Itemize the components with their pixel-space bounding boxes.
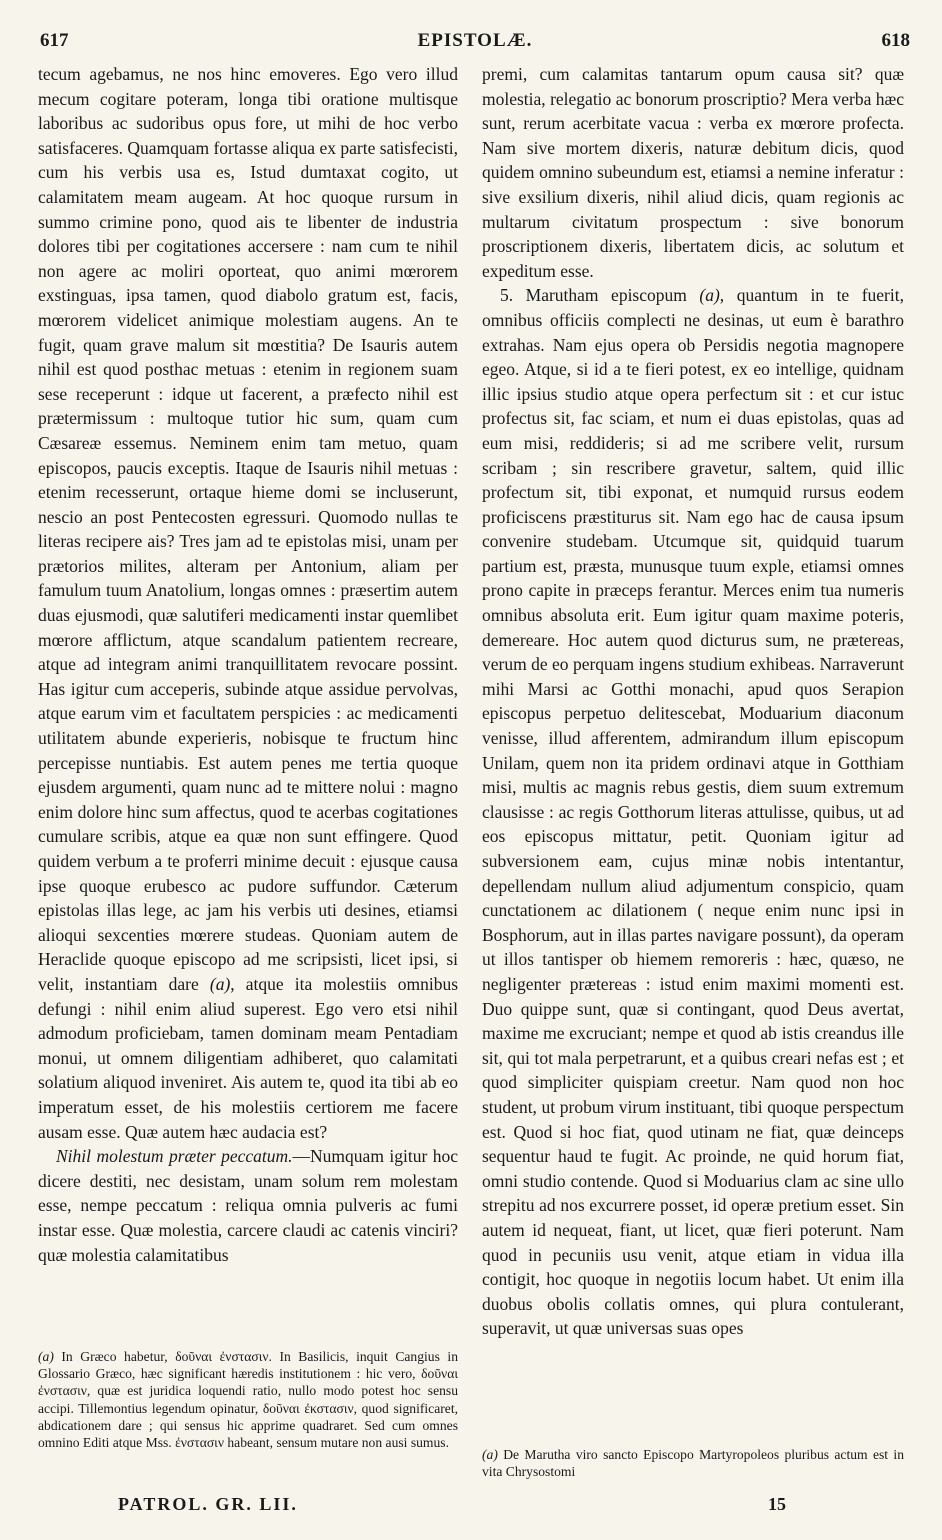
left-column — [38, 62, 458, 1267]
footnote-marker: (a) — [38, 1349, 54, 1364]
running-title: EPISTOLÆ. — [417, 30, 533, 51]
right-paragraph-2-text: , quantum in te fuerit, omnibus officiis complecti ne desinas, ut eum è barathro extrahas. Nam ejus opera ob Persidis negotia magnopere egeo. Atque, si id a te fieri potest, ex eo intellige, quidnam illic ipsius studio atque opera perfectum sit : et cur istuc profectus sit, fac sciam, et num ei duas epistolas, quas ad eum misi, reddideris; si ad me scribere velit, rursum scribam ; sin rescribere gravetur, saltem, quid illic profectum sit, tibi exponat, et numquid rursus eodem proficiscens præstiturus sit. Nam ego hac de causa ipsum convenire studebam. Utcumque sit, quidquid tuarum partium est, præsta, munusque tuum exple, etiamsi omnes prono capite in præceps ferantur. Merces enim tua numeris omnibus absoluta erit. Eum igitur quam maxime poteris, demereare. Hoc autem quod dicturus sum, ne prætereas, verum de eo perquam ingens studium exhibeas. Narraverunt mihi Marsi ac Gotthi monachi, apud quos Serapion episcopus perpetuo delitescebat, Moduarium diaconum venisse, illud afferentem, admirandum illum episcopum Unilam, quem non ita pridem ordinavi atque in Gotthiam misi, multis ac magnis rebus gestis, diem suum extremum clausisse : ac regis Gotthorum literas attulisse, quibus, ut ad eos episcopus mittatur, petit. Quoniam igitur ad subversionem eam, cujus minæ nobis intentantur, depellendam nullum aliud adjumentum conspicio, quam cunctationem ac dilationem ( neque enim nunc ipsi in Bosphorum, aut in illas partes navigare possunt), da operam ut illos tantisper ob hiemem remoreris : hæc, quæso, ne negligenter prætereas : istud enim maximi momenti est. Duo quippe sunt, quæ si contingant, quod Deus avertat, maxime me excruciant; nempe et quod ab istis creandus ille sit, qui tot mala perpetrarunt, et a quibus creari nefas est ; et quod simpliciter quispiam creetur. Nam quod non hoc student, ut probum virum instituant, tibi quoque perspectum est. Quod si hoc fiat, quod utinam ne fiat, quæ deinceps sequentur haud te fugit. Ac proinde, ne quid horum fiat, omni studio contende. Quod si Moduarius clam ac sine ullo strepitu ad nos excurrere posset, id operæ pretium esset. Sin autem id nequeat, fiant, ut licet, quæ fieri poterunt. Nam quod in pecuniis usu venit, atque etiam in vidua illa contigit, hoc quoque in negotiis locum habet. Ut enim illa duobus obolis collatis omnes, qui plura contulerant, superavit, ut quæ universas suas opes — [482, 285, 904, 1339]
left-paragraph-text: tecum agebamus, ne nos hinc emoveres. Ego vero illud mecum cogitare poteram, longa tibi oratione multisque laboribus ac sudoribus opus fore, ut mihi de hoc verbo satisfaceres. Quamquam fortasse aliqua ex parte satisfecisti, cum his verbis usa es, Istud dumtaxat cogito, ut calamitatem meam augeam. At hoc quoque rursum in summo crimine pono, quod ais te libenter de industria dolores tibi per cogitationes accersere : nam cum te nihil non agere ac moliri oporteat, quo animi mœrorem exstinguas, ipsa tamen, quod diabolo gratum est, facis, mœrorem videlicet animique molestiam augens. An te fugit, quam grave malum sit mœstitia? De Isauris autem nihil est quod posthac metuas : etenim in regionem suam sese receperunt : idque ut facerent, a præfecto nihil est prætermissum : multoque tutior hic sum, quam cum Cæsareæ essemus. Neminem enim tam metuo, quam episcopos, paucis exceptis. Itaque de Isauris nihil metuas : etenim recesserunt, ortaque hieme domi se incluserunt, nescio an post Pentecosten egressuri. Quomodo nullas te literas recipere ais? Tres jam ad te epistolas misi, unam per prætorios milites, alteram per Antonium, aliam per famulum tuum Anatolium, longas omnes : præsertim autem duas ejusmodi, quæ salutiferi medicamenti instar quemlibet mœrore afflictum, atque scandalum patientem recreare, atque ad integram animi tranquillitatem revocare possint. Has igitur cum acceperis, subinde atque assidue pervolvas, atque earum vim et facultatem perspicies : ac medicamenti utilitatem abunde experieris, nobisque te fructum hinc percepisse nuntiabis. Est autem penes me tertia quoque ejusdem argumenti, quam nunc ad te mittere nolui : magno enim dolore hinc sum affectus, quod te acerbas cogitationes cumulare scribis, atque ea quæ non sunt effingere. Quod quidem verbum a te proferri minime decuit : ejusque causa ipse quoque erubesco ac pudore suffundor. Cæterum epistolas illas lege, ac jam his verbis uti desines, etiamsi alioqui sexcenties mœrere studeas. Quoniam autem de Heraclide quoque episcopo ad me scripsisti, licet ipsi, si velit, instantiam dare — [38, 64, 458, 994]
right-column — [482, 62, 904, 1341]
right-footnote — [482, 1446, 904, 1480]
footnote-ref: (a) — [209, 973, 231, 994]
right-paragraph: premi, cum calamitas tantarum opum causa sit? quæ molestia, relegatio ac bonorum proscriptio? Mera verba hæc sunt, rerum acerbitate vacua : verba ex mœrore profecta. Nam sive mortem dixeris, naturæ debitum dicis, quod quidem omnino subeundum est, etiamsi a nemine inferatur : sive exsilium dixeris, nihil aliud dicis, quam regionis ac multarum civitatum prospectum : sive bonorum proscriptionem dixeris, libertatem dicis, ac solutum et expeditum esse. — [482, 64, 904, 281]
footnote-text: In Græco habetur, δοῦναι ἐνστασιν. In Basilicis, inquit Cangius in Glossario Græco, hæc significant hæredis institutionem : hic vero, δοῦναι ἐνστασιν, quæ est juridica loquendi ratio, nullo modo potest hoc sensu accipi. Tillemontius legendum opinatur, δοῦναι ἐκστασιν, quod significaret, abdicationem dare ; qui sensus hic apprime quadraret. Sed cum omnes omnino Editi atque Mss. ἐνστασιν habeant, sensum mutare non ausi sumus. — [38, 1349, 458, 1451]
left-paragraph-2-text: —Numquam igitur hoc dicere destiti, nec desistam, unam solum rem molestam esse, nempe peccatum : reliqua omnia pulveris ac fumi instar esse. Quæ molestia, carcere claudi ac catenis vinciri? quæ molestia calamitatibus — [38, 1146, 459, 1265]
footnote-text: De Marutha viro sancto Episcopo Martyropoleos pluribus actum est in vita Chrysostomi — [482, 1447, 904, 1480]
left-paragraph — [38, 62, 458, 1144]
gathering-number: 15 — [768, 1494, 786, 1514]
right-paragraph-2-start: 5. Marutham episcopum — [500, 285, 700, 306]
footnote-marker: (a) — [482, 1447, 498, 1462]
left-paragraph-2 — [38, 1144, 458, 1267]
section-heading: Nihil molestum præter peccatum. — [56, 1146, 293, 1167]
left-page-number: 617 — [40, 30, 69, 51]
footnote-ref: (a) — [699, 285, 720, 306]
right-page-number: 618 — [881, 30, 910, 51]
page-header — [40, 30, 910, 58]
right-paragraph-2 — [482, 283, 904, 1341]
left-paragraph-text-end: , atque ita molestiis omnibus defungi : nihil enim aliud superest. Ego vero etsi nihil admodum proficiebam, tamen dominam meam Pentadiam monui, ut omnem diligentiam adhiberet, quo calamitati solatium aliquod inveniret. Ais autem te, quod ita tibi ab eo imperatum esset, de his molestiis certiorem me facere ausam esse. Quæ autem hæc audacia est? — [38, 973, 459, 1142]
series-signature: PATROL. GR. LII. — [118, 1494, 298, 1514]
left-footnote — [38, 1348, 458, 1451]
